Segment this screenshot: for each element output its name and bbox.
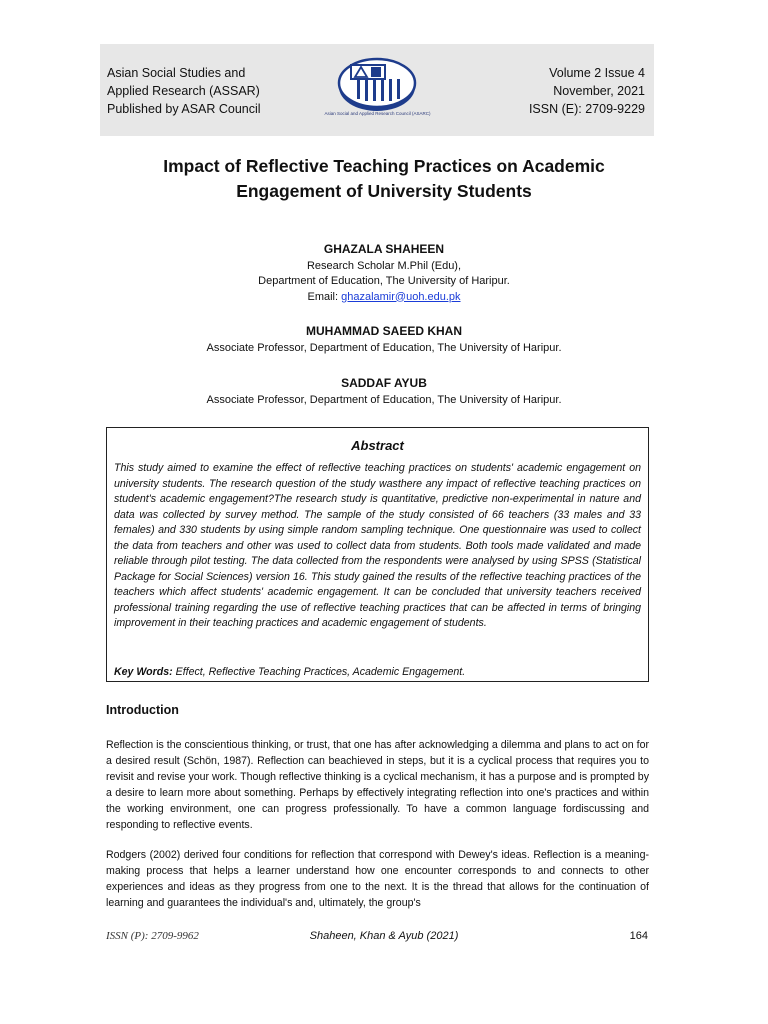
introduction-paragraph-1: Reflection is the conscientious thinking, or trust, that one has after acknowledging a dilemma and plans to act on for a desired result (Schön, 1987). Reflection can beachieved in steps, but it is a cyclical process that requires you to revisit and revise your work. Though reflective thinking is a cyclical mechanism, it has a purpose and is prompted by a desire to learn more about something. Perhaps by effectively integrating reflection into one's practices and within the working environment, one can progress professionally. To have a common language fordiscussing and responding to reflective events. xyxy=(106,739,649,831)
issn-electronic: ISSN (E): 2709-9229 xyxy=(528,102,645,116)
introduction-paragraph-2: Rodgers (2002) derived four conditions for reflection that correspond with Dewey's ideas. Reflection is a meaning-making process that helps a learner understand how one encounter corresponds to and connects to other experiences and ideas as they progress from one to the next. It is the thread that allows for the continuation of learning and guarantees the individual's and, ultimately, the group's xyxy=(106,849,649,909)
author-email-line xyxy=(0,290,768,306)
keywords-text: Effect, Reflective Teaching Practices, Academic Engagement. xyxy=(175,666,466,678)
paper-title xyxy=(0,154,768,204)
abstract-heading: Abstract xyxy=(351,438,404,453)
author-name: GHAZALA SHAHEEN xyxy=(323,242,445,256)
author-affiliation: Research Scholar M.Phil (Edu), xyxy=(306,259,462,272)
journal-info xyxy=(107,64,261,118)
author-block-1 xyxy=(0,242,768,305)
introduction-heading: Introduction xyxy=(106,703,179,717)
logo-caption: Asian Social and Applied Research Council (ASARC) xyxy=(324,111,431,116)
footer-citation: Shaheen, Khan & Ayub (2021) xyxy=(309,930,459,942)
publisher-line: Published by ASAR Council xyxy=(107,102,261,116)
author-block-2 xyxy=(0,324,768,356)
footer-issn-print: ISSN (P): 2709-9962 xyxy=(106,930,199,942)
title-line-1: Impact of Reflective Teaching Practices on Academic xyxy=(163,156,605,176)
title-line-2: Engagement of University Students xyxy=(236,181,532,201)
author-department: Department of Education, The University of Haripur. xyxy=(258,275,510,287)
issue-date: November, 2021 xyxy=(553,84,645,98)
journal-name-line2: Applied Research (ASSAR) xyxy=(107,84,260,98)
author-affiliation: Associate Professor, Department of Education, The University of Haripur. xyxy=(206,341,562,354)
keywords-line xyxy=(114,666,465,678)
author-name: SADDAF AYUB xyxy=(341,376,427,390)
abstract-text: This study aimed to examine the effect of reflective teaching practices on students' academic engagement on university students. The research question of the study wasthere any impact of reflective teaching practices on student's academic engagement?The research study is quantitative, predictive non-experimental in nature and data was collected by survey method. The sample of the study consisted of 66 teachers (33 males and 33 females) and 330 students by using simple random sampling technique. One questionnaire was used to collect the data from teachers and other was used to collect data from students. Both tools made validated and made reliable through pilot testing. The data collected from the respondents were analysed by using SPSS (Statistical Package for Social Sciences) version 16. This study gained the results of the reflective teaching practices of the teachers which affect students' academic engagement. It can be concluded that university teachers received professional training regarding the use of reflective teaching practices that can be affected in terms of bringing improvement in their teaching practices and academic engagement of students. xyxy=(114,462,641,629)
author-name: MUHAMMAD SAEED KHAN xyxy=(306,324,462,338)
author-block-3 xyxy=(0,376,768,408)
page-number: 164 xyxy=(629,930,648,942)
email-link[interactable]: ghazalamir@uoh.edu.pk xyxy=(341,290,461,303)
volume-issue: Volume 2 Issue 4 xyxy=(549,66,645,80)
issue-info xyxy=(529,64,645,118)
journal-header xyxy=(100,44,654,136)
journal-logo xyxy=(295,57,460,121)
abstract-box xyxy=(106,427,649,682)
author-affiliation: Associate Professor, Department of Education, The University of Haripur. xyxy=(206,393,562,406)
journal-name-line1: Asian Social Studies and xyxy=(107,66,246,80)
keywords-label: Key Words: xyxy=(114,666,173,678)
email-label: Email: xyxy=(307,290,339,303)
logo-emblem-icon xyxy=(295,57,460,113)
